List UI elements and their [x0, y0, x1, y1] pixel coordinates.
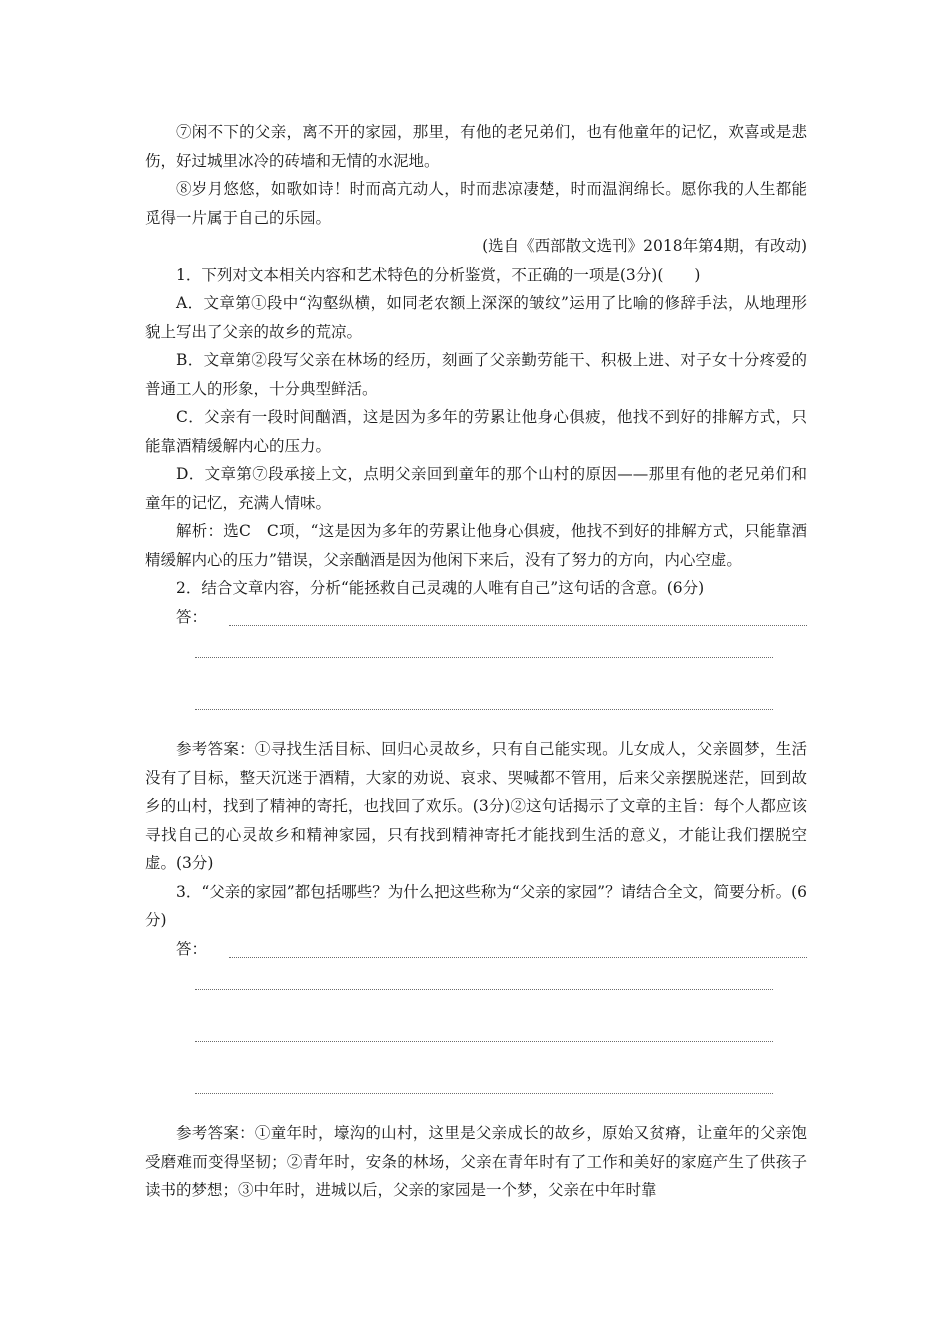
answer-line-row[interactable] [145, 631, 807, 683]
answer-line[interactable] [195, 709, 773, 710]
answer-line[interactable] [229, 625, 807, 626]
answer-line[interactable] [229, 957, 807, 958]
answer-line-row[interactable] [145, 1067, 807, 1119]
question-1-option-d: D．文章第⑦段承接上文，点明父亲回到童年的那个山村的原因——那里有他的老兄弟们和童年的记忆，充满人情味。 [145, 465, 807, 512]
question-2-reference-answer: 参考答案：①寻找生活目标、回归心灵故乡，只有自己能实现。儿女成人，父亲圆梦，生活没有了目标，整天沉迷于酒精，大家的劝说、哀求、哭喊都不管用，后来父亲摆脱迷茫，回到故乡的山村，找到了精神的寄托，也找回了欢乐。(3分)②这句话揭示了文章的主旨：每个人都应该寻找自己的心灵故乡和精神家园，只有找到精神寄托才能找到生活的意义，才能让我们摆脱空虚。(3分) [145, 740, 807, 872]
question-1-option-a: A．文章第①段中“沟壑纵横，如同老农额上深深的皱纹”运用了比喻的修辞手法，从地理形貌上写出了父亲的故乡的荒凉。 [145, 294, 807, 341]
answer-line[interactable] [195, 657, 773, 658]
answer-line[interactable] [195, 989, 773, 990]
passage-paragraph-8: ⑧岁月悠悠，如歌如诗！时而高亢动人，时而悲凉凄楚，时而温润绵长。愿你我的人生都能觅得一片属于自己的乐园。 [145, 180, 807, 227]
answer-line-row[interactable] [145, 1015, 807, 1067]
question-1-analysis: 解析：选C C项，“这是因为多年的劳累让他身心俱疲，他找不到好的排解方式，只能靠酒精缓解内心的压力”错误，父亲酗酒是因为他闲下来后，没有了努力的方向，内心空虚。 [145, 522, 807, 569]
question-2-stem: 2．结合文章内容，分析“能拯救自己灵魂的人唯有自己”这句话的含意。(6分) [176, 579, 705, 597]
answer-line[interactable] [195, 1041, 773, 1042]
document-page [145, 118, 807, 1205]
question-1-stem: 1．下列对文本相关内容和艺术特色的分析鉴赏，不正确的一项是(3分)( ) [176, 265, 701, 284]
answer-line-row[interactable] [145, 683, 807, 735]
answer-line[interactable] [195, 1093, 773, 1094]
passage-source: (选自《西部散文选刊》2018年第4期，有改动) [482, 237, 807, 255]
answer-label: 答： [176, 607, 208, 626]
question-1-option-c: C．父亲有一段时间酗酒，这是因为多年的劳累让他身心俱疲，他找不到好的排解方式，只能靠酒精缓解内心的压力。 [145, 408, 807, 455]
question-3-answer-area[interactable] [145, 935, 807, 964]
question-1-option-b: B．文章第②段写父亲在林场的经历，刻画了父亲勤劳能干、积极上进、对子女十分疼爱的普通工人的形象，十分典型鲜活。 [145, 351, 807, 398]
passage-paragraph-7: ⑦闲不下的父亲，离不开的家园，那里，有他的老兄弟们，也有他童年的记忆，欢喜或是悲伤，好过城里冰冷的砖墙和无情的水泥地。 [145, 123, 807, 170]
answer-line-row[interactable] [145, 963, 807, 1015]
question-3-reference-answer: 参考答案：①童年时，壕沟的山村，这里是父亲成长的故乡，原始又贫瘠，让童年的父亲饱受磨难而变得坚韧；②青年时，安条的林场，父亲在青年时有了工作和美好的家庭产生了供孩子读书的梦想；③中年时，进城以后，父亲的家园是一个梦，父亲在中年时靠 [145, 1124, 807, 1199]
question-2-answer-area[interactable] [145, 603, 807, 632]
answer-label: 答： [176, 939, 208, 958]
question-3-stem: 3．“父亲的家园”都包括哪些？为什么把这些称为“父亲的家园”？请结合全文，简要分析。(6分) [145, 882, 807, 929]
